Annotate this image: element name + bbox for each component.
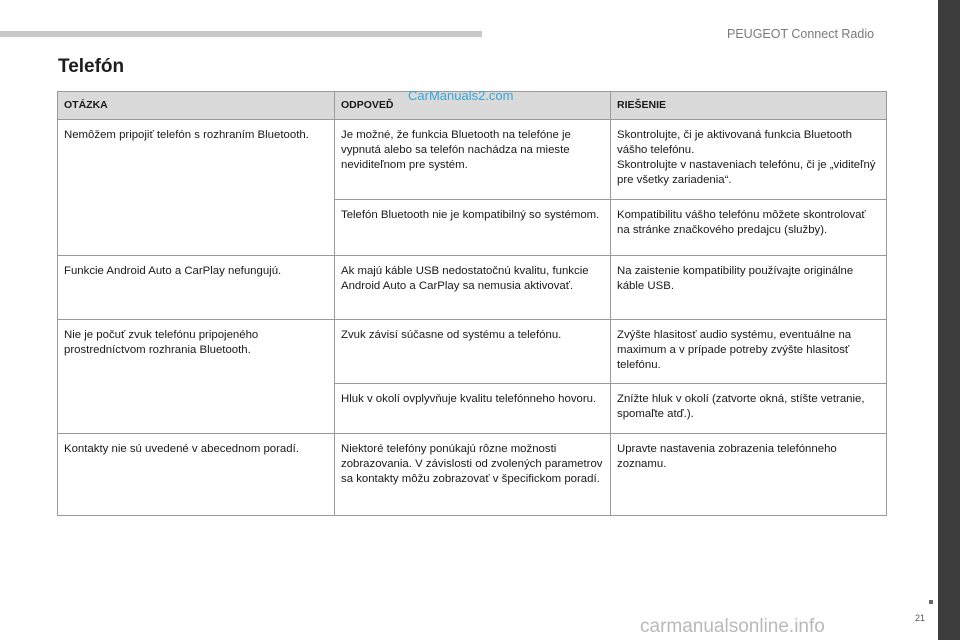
column-header-solution: RIEŠENIE: [611, 92, 887, 120]
side-strip: [938, 0, 960, 640]
answer-cell: Je možné, že funkcia Bluetooth na telefóne je vypnutá alebo sa telefón nachádza na mieste neviditeľnom pre systém.: [335, 120, 611, 200]
column-header-answer: ODPOVEĎ: [335, 92, 611, 120]
question-cell: Funkcie Android Auto a CarPlay nefungujú.: [58, 256, 335, 320]
solution-cell: Zvýšte hlasitosť audio systému, eventuálne na maximum a v prípade potreby zvýšte hlasitosť telefónu.: [611, 320, 887, 384]
page-bullet: [929, 600, 933, 604]
question-cell: Nemôžem pripojiť telefón s rozhraním Bluetooth.: [58, 120, 335, 256]
solution-cell: Znížte hluk v okolí (zatvorte okná, stíšte vetranie, spomaľte atď.).: [611, 384, 887, 434]
table-row: [58, 120, 887, 200]
answer-cell: Telefón Bluetooth nie je kompatibilný so systémom.: [335, 200, 611, 256]
watermark: CarManuals2.com: [408, 88, 514, 103]
table-row: [58, 256, 887, 320]
column-header-question: OTÁZKA: [58, 92, 335, 120]
answer-cell: Hluk v okolí ovplyvňuje kvalitu telefónneho hovoru.: [335, 384, 611, 434]
table-row: [58, 434, 887, 516]
solution-cell: Na zaistenie kompatibility používajte originálne káble USB.: [611, 256, 887, 320]
question-cell: Kontakty nie sú uvedené v abecednom poradí.: [58, 434, 335, 516]
table-row: [58, 320, 887, 384]
page-title: Telefón: [58, 56, 125, 77]
solution-cell: Kompatibilitu vášho telefónu môžete skontrolovať na stránke značkového predajcu (služby).: [611, 200, 887, 256]
solution-cell: Upravte nastavenia zobrazenia telefónneho zoznamu.: [611, 434, 887, 516]
header-bar: [0, 31, 482, 37]
question-cell: Nie je počuť zvuk telefónu pripojeného prostredníctvom rozhrania Bluetooth.: [58, 320, 335, 434]
answer-cell: Ak majú káble USB nedostatočnú kvalitu, funkcie Android Auto a CarPlay sa nemusia aktivovať.: [335, 256, 611, 320]
page-number: 21: [915, 613, 926, 623]
header-title: PEUGEOT Connect Radio: [727, 27, 875, 41]
solution-cell: Skontrolujte, či je aktivovaná funkcia Bluetooth vášho telefónu. Skontrolujte v nastaveniach telefónu, či je „viditeľný pre všetky zariadenia“.: [611, 120, 887, 200]
faq-table: [57, 91, 887, 516]
answer-cell: Zvuk závisí súčasne od systému a telefónu.: [335, 320, 611, 384]
footer-watermark: carmanualsonline.info: [640, 616, 825, 637]
answer-cell: Niektoré telefóny ponúkajú rôzne možnosti zobrazovania. V závislosti od zvolených parametrov sa kontakty môžu zobrazovať v špecifickom poradí.: [335, 434, 611, 516]
